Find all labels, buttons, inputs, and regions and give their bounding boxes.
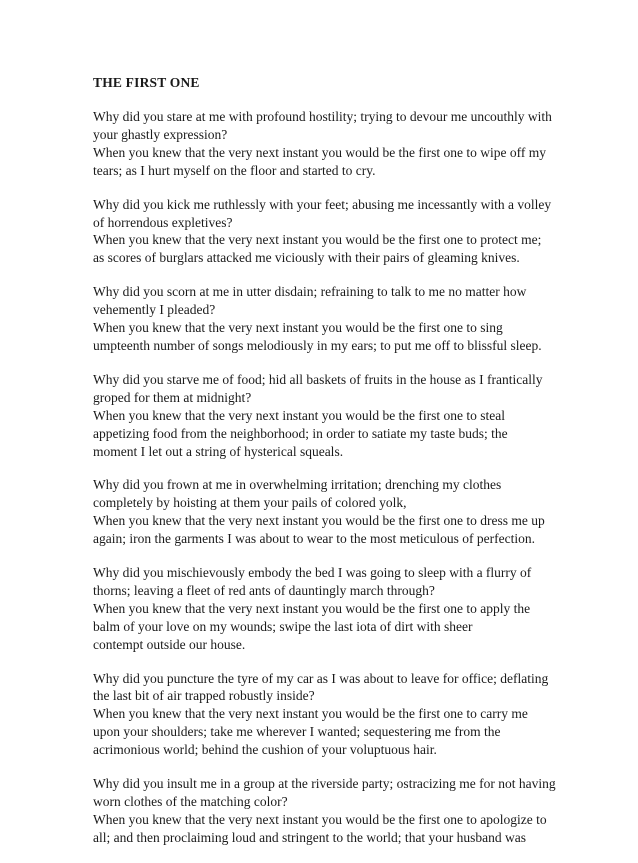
poem-line: balm of your love on my wounds; swipe the last iota of dirt with sheer: [93, 618, 473, 634]
poem-line: Why did you frown at me in overwhelming irritation; drenching my clothes: [93, 477, 502, 493]
poem-stanza: [93, 108, 563, 180]
poem-line: When you knew that the very next instant you would be the first one to apologize to: [93, 811, 547, 827]
poem-line: Why did you insult me in a group at the riverside party; ostracizing me for not having: [93, 776, 556, 792]
poem-line: When you knew that the very next instant you would be the first one to steal: [93, 407, 506, 423]
poem-line: all; and then proclaiming loud and stringent to the world; that your husband was: [93, 829, 527, 845]
poem-line: thorns; leaving a fleet of red ants of dauntingly march through?: [93, 582, 435, 598]
poem-line: the last bit of air trapped robustly inside?: [93, 688, 315, 704]
poem-line: as scores of burglars attacked me viciously with their pairs of gleaming knives.: [93, 250, 520, 266]
poem-line: Why did you scorn at me in utter disdain; refraining to talk to me no matter how: [93, 284, 527, 300]
poem-line: When you knew that the very next instant you would be the first one to carry me: [93, 706, 528, 722]
poem-line: worn clothes of the matching color?: [93, 794, 288, 809]
poem-line: When you knew that the very next instant you would be the first one to wipe off my: [93, 144, 547, 160]
poem-line: Why did you puncture the tyre of my car as I was about to leave for office; deflating: [93, 670, 549, 686]
poem-line: of horrendous expletives?: [93, 214, 233, 230]
poem-title: THE FIRST ONE: [93, 75, 200, 90]
poem-stanza: [93, 564, 563, 654]
poem-line: Why did you starve me of food; hid all baskets of fruits in the house as I frantically: [93, 371, 543, 387]
poem-line: When you knew that the very next instant you would be the first one to protect me;: [93, 232, 542, 248]
poem-line: your ghastly expression?: [93, 126, 228, 142]
poem-line: tears; as I hurt myself on the floor and started to cry.: [93, 162, 376, 178]
poem-line: Why did you kick me ruthlessly with your feet; abusing me incessantly with a volley: [93, 196, 552, 212]
poem-stanzas: [93, 108, 563, 847]
poem-line: When you knew that the very next instant you would be the first one to dress me up: [93, 513, 545, 529]
poem-line: appetizing food from the neighborhood; in order to satiate my taste buds; the: [93, 425, 508, 441]
poem-stanza: [93, 476, 563, 548]
poem-line: acrimonious world; behind the cushion of your voluptuous hair.: [93, 742, 437, 758]
poem-line: umpteenth number of songs melodiously in my ears; to put me off to blissful sleep.: [93, 337, 542, 353]
poem-line: moment I let out a string of hysterical squeals.: [93, 443, 344, 459]
poem-line: completely by hoisting at them your pails of colored yolk,: [93, 495, 407, 511]
poem-line: vehemently I pleaded?: [93, 302, 216, 318]
poem-stanza: [93, 670, 563, 760]
poem-line: groped for them at midnight?: [93, 389, 252, 405]
poem-line: again; iron the garments I was about to wear to the most meticulous of perfection.: [93, 531, 535, 547]
poem-line: Why did you stare at me with profound hostility; trying to devour me uncouthly with: [93, 109, 552, 124]
poem-line: contempt outside our house.: [93, 636, 246, 652]
poem-line: When you knew that the very next instant you would be the first one to apply the: [93, 600, 531, 616]
poem-stanza: [93, 371, 563, 461]
poem-stanza: [93, 775, 563, 847]
poem-stanza: [93, 196, 563, 268]
poem-stanza: [93, 283, 563, 355]
poem-line: Why did you mischievously embody the bed I was going to sleep with a flurry of: [93, 565, 532, 581]
poem-line: upon your shoulders; take me wherever I wanted; sequestering me from the: [93, 724, 501, 740]
poem-line: When you knew that the very next instant you would be the first one to sing: [93, 320, 503, 336]
document-body: [93, 74, 563, 863]
